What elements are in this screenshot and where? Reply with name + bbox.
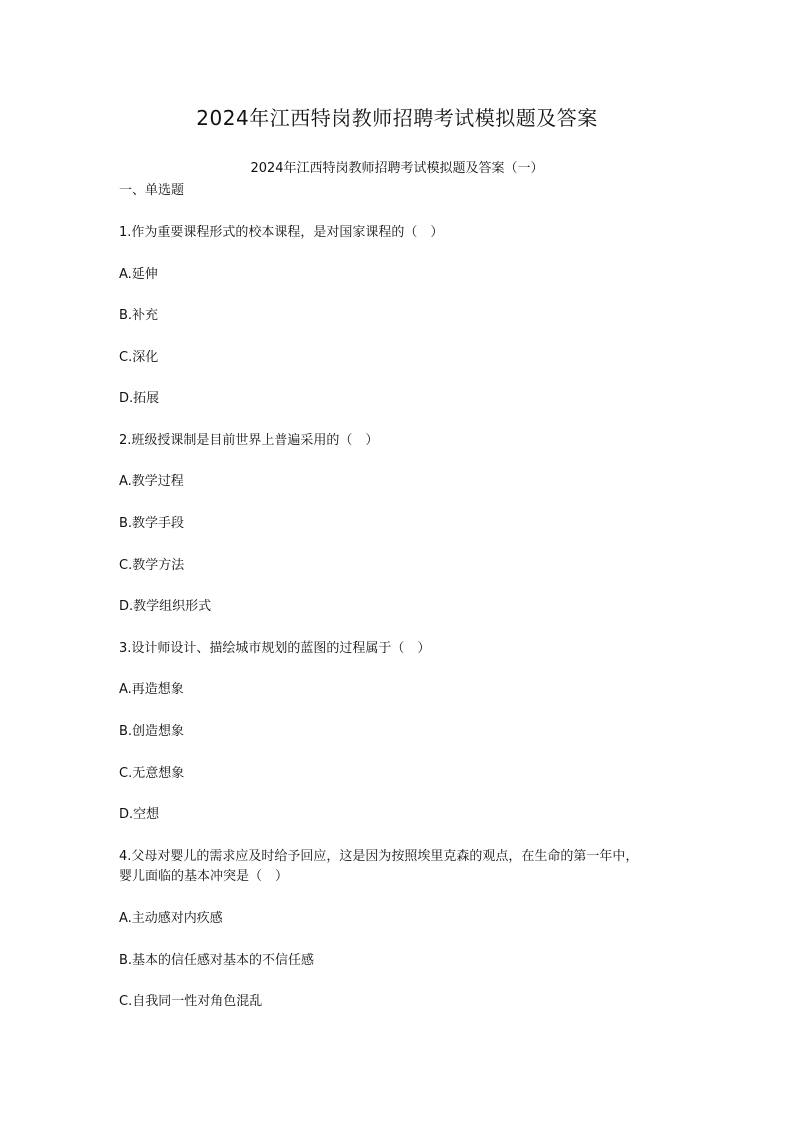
question-4-option-c: C.自我同一性对角色混乱 (119, 994, 263, 1009)
question-2-stem: 2.班级授课制是目前世界上普遍采用的（ ） (119, 433, 379, 448)
question-1-option-b: B.补充 (119, 308, 159, 323)
question-2-option-b: B.教学手段 (119, 516, 185, 531)
document-title: 2024年江西特岗教师招聘考试模拟题及答案 (196, 106, 598, 130)
question-4-option-a: A.主动感对内疚感 (119, 911, 223, 926)
question-4-option-b: B.基本的信任感对基本的不信任感 (119, 953, 315, 968)
question-2-option-c: C.教学方法 (119, 558, 185, 573)
question-1-stem: 1.作为重要课程形式的校本课程，是对国家课程的（ ） (119, 225, 444, 240)
question-3-option-b: B.创造想象 (119, 724, 185, 739)
question-2-option-d: D.教学组织形式 (119, 599, 212, 614)
question-3-option-a: A.再造想象 (119, 682, 184, 697)
question-1-option-c: C.深化 (119, 350, 159, 365)
question-2-option-a: A.教学过程 (119, 474, 184, 489)
question-4-stem-line-1: 4.父母对婴儿的需求应及时给予回应，这是因为按照埃里克森的观点，在生命的第一年中， (119, 849, 639, 864)
question-3-option-c: C.无意想象 (119, 766, 185, 781)
question-1-option-a: A.延伸 (119, 267, 158, 282)
section-heading: 一、单选题 (119, 183, 185, 198)
question-3-option-d: D.空想 (119, 807, 160, 822)
question-4-stem-line-2: 婴儿面临的基本冲突是（ ） (119, 869, 289, 884)
question-1-option-d: D.拓展 (119, 391, 160, 406)
document-subtitle: 2024年江西特岗教师招聘考试模拟题及答案（一） (250, 161, 544, 176)
question-3-stem: 3.设计师设计、描绘城市规划的蓝图的过程属于（ ） (119, 641, 431, 656)
